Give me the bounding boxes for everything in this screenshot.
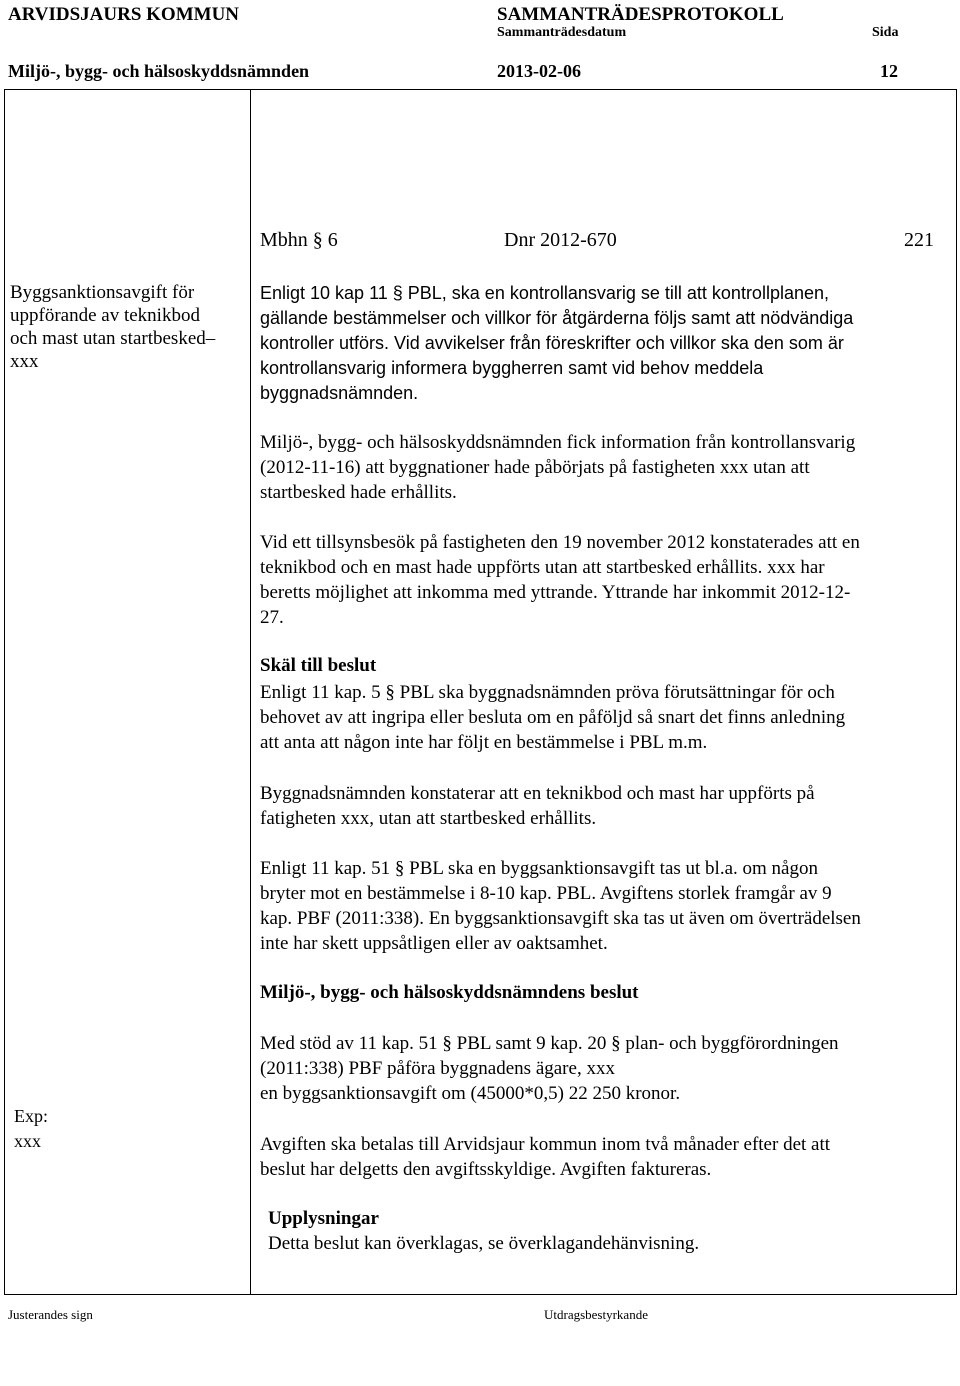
text-line: kap. PBF (2011:338). En byggsanktionsavgift ska tas ut även om överträdelsen <box>260 908 861 929</box>
page-number: 12 <box>880 61 898 81</box>
frame-top <box>4 89 957 90</box>
text-line: en byggsanktionsavgift om (45000*0,5) 22 250 kronor. <box>260 1083 681 1104</box>
case-number: Dnr 2012-670 <box>504 229 617 251</box>
municipality-name: ARVIDSJAURS KOMMUN <box>8 4 240 25</box>
text-line: Byggnadsnämnden konstaterar att en teknikbod och mast har uppförts på <box>260 783 815 804</box>
intro-paragraph <box>260 281 853 406</box>
archive-code: 221 <box>904 229 934 251</box>
case-subject-line: och mast utan startbesked– <box>10 328 216 349</box>
decision-paragraph <box>260 1031 839 1106</box>
text-line: beslut har delgetts den avgiftsskyldige. Avgiften faktureras. <box>260 1159 712 1180</box>
expedition-recipient: xxx <box>14 1130 41 1151</box>
text-line: kontroller utförs. Vid avvikelser från föreskrifter och villkor ska den som är <box>260 333 844 353</box>
protocol-title: SAMMANTRÄDESPROTOKOLL <box>497 4 784 25</box>
expedition-label: Exp: <box>14 1106 48 1126</box>
notice-heading: Upplysningar <box>268 1208 379 1229</box>
text-line: fatigheten xxx, utan att startbesked erhållits. <box>260 808 597 829</box>
text-line: (2011:338) PBF påföra byggnadens ägare, xxx <box>260 1058 615 1079</box>
text-line: (2012-11-16) att byggnationer hade påbörjats på fastigheten xxx utan att <box>260 457 810 478</box>
sanction-paragraph <box>260 856 861 956</box>
case-subject <box>10 281 215 373</box>
information-paragraph <box>260 430 855 505</box>
reasons-heading: Skäl till beslut <box>260 655 377 676</box>
case-subject-line: uppförande av teknikbod <box>10 305 200 326</box>
text-line: gällande bestämmelser och villkor för åtgärderna följs samt att nödvändiga <box>260 308 854 328</box>
text-line: Vid ett tillsynsbesök på fastigheten den 19 november 2012 konstaterades att en <box>260 532 860 553</box>
frame-bottom <box>4 1294 957 1295</box>
meeting-date: 2013-02-06 <box>497 61 581 81</box>
extract-certification-label: Utdragsbestyrkande <box>544 1307 648 1322</box>
text-line: Enligt 11 kap. 51 § PBL ska en byggsanktionsavgift tas ut bl.a. om någon <box>260 858 818 879</box>
frame-left <box>4 89 5 1295</box>
text-line: startbesked hade erhållits. <box>260 482 457 503</box>
text-line: byggnadsnämnden. <box>260 383 419 403</box>
text-line: kontrollansvarig informera byggherren samt vid behov meddela <box>260 358 764 378</box>
text-line: att anta att någon inte har följt en bestämmelse i PBL m.m. <box>260 732 708 753</box>
inspection-paragraph <box>260 530 860 630</box>
case-subject-line: Byggsanktionsavgift för <box>10 282 195 303</box>
text-line: Med stöd av 11 kap. 51 § PBL samt 9 kap. 20 § plan- och byggförordningen <box>260 1033 839 1054</box>
text-line: 27. <box>260 607 284 628</box>
text-line: beretts möjlighet att inkomma med yttrande. Yttrande har inkommit 2012-12- <box>260 582 851 603</box>
text-line: teknikbod och en mast hade uppförts utan att startbesked erhållits. xxx har <box>260 557 825 578</box>
paragraph-number: Mbhn § 6 <box>260 229 338 251</box>
decision-heading: Miljö-, bygg- och hälsoskyddsnämndens beslut <box>260 982 639 1003</box>
payment-paragraph <box>260 1132 830 1182</box>
page-label: Sida <box>872 25 899 40</box>
frame-right <box>956 89 957 1295</box>
adjuster-signature-label: Justerandes sign <box>8 1307 93 1322</box>
appeal-notice: Detta beslut kan överklagas, se överklagandehänvisning. <box>268 1233 700 1254</box>
text-line: Miljö-, bygg- och hälsoskyddsnämnden fick information från kontrollansvarig <box>260 432 856 453</box>
text-line: behovet av att ingripa eller besluta om en påföljd så snart det finns anledning <box>260 707 846 728</box>
committee-name: Miljö-, bygg- och hälsoskyddsnämnden <box>8 61 310 81</box>
sidebar-divider <box>250 89 251 1295</box>
finding-paragraph <box>260 781 815 831</box>
case-subject-line: xxx <box>10 351 39 372</box>
text-line: Enligt 11 kap. 5 § PBL ska byggnadsnämnden pröva förutsättningar för och <box>260 682 835 703</box>
text-line: inte har skett uppsåtligen eller av oaktsamhet. <box>260 933 608 954</box>
expedition-note <box>14 1104 48 1153</box>
reasons-paragraph <box>260 680 845 755</box>
meeting-date-label: Sammanträdesdatum <box>497 25 627 40</box>
text-line: Avgiften ska betalas till Arvidsjaur kommun inom två månader efter det att <box>260 1134 831 1155</box>
text-line: bryter mot en bestämmelse i 8-10 kap. PBL. Avgiftens storlek framgår av 9 <box>260 883 832 904</box>
text-line: Enligt 10 kap 11 § PBL, ska en kontrollansvarig se till att kontrollplanen, <box>260 283 829 303</box>
